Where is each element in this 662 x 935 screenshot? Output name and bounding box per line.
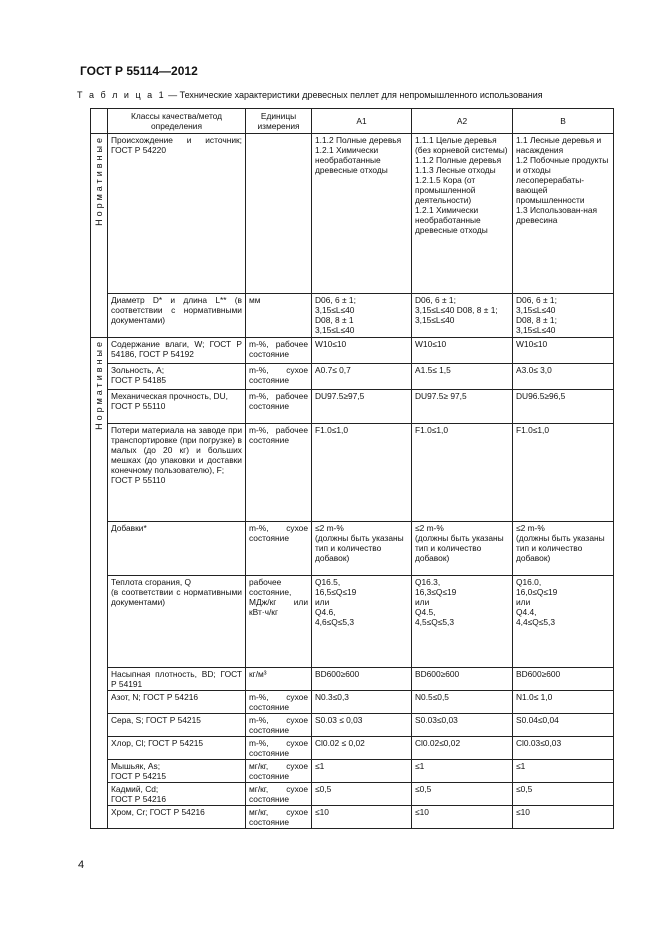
header-property: Классы качества/метод определения <box>108 109 246 134</box>
header-units: Единицы измерения <box>246 109 312 134</box>
cell-line: W10≤10 <box>516 339 548 349</box>
cell-units <box>246 364 312 390</box>
cell-line: m-%, сухое состояние <box>249 715 308 735</box>
cell-a2 <box>412 737 513 760</box>
cell-line: m-%, рабочее состояние <box>249 391 308 411</box>
cell-line: D08, 8 ± 1; <box>516 315 557 325</box>
cell-property <box>108 714 246 737</box>
cell-b <box>513 576 614 668</box>
cell-line: A0.7≤ 0,7 <box>315 365 351 375</box>
characteristics-table <box>90 108 614 829</box>
cell-line: m-%, рабочее состояние <box>249 425 308 445</box>
cell-a1 <box>312 737 412 760</box>
table-row <box>91 760 614 783</box>
cell-line: F1.0≤1,0 <box>415 425 448 435</box>
cell-line: Потери материала на заводе при транспортировке (при погрузке) в малых (до 20 кг) и больших мешках (до упаковки и доставки конечному пользователю), F; <box>111 425 242 475</box>
cell-line: Q16.0, <box>516 577 542 587</box>
cell-line: ≤2 m-% <box>315 523 344 533</box>
cell-units <box>246 783 312 806</box>
table-caption-text: — Технические характеристики древесных пеллет для непромышленного использования <box>165 90 543 100</box>
cell-line: 3,15≤L≤40 <box>516 305 556 315</box>
cell-line: ГОСТ Р 55110 <box>111 475 166 485</box>
cell-units <box>246 424 312 522</box>
cell-a1 <box>312 668 412 691</box>
cell-line: мг/кг, сухое состояние <box>249 784 308 804</box>
cell-line: 1.1.1 Целые деревья (без корневой системы) <box>415 135 508 155</box>
cell-a1 <box>312 691 412 714</box>
table-row <box>91 364 614 390</box>
cell-line: Мышьяк, As; <box>111 761 161 771</box>
cell-property <box>108 522 246 576</box>
table-row <box>91 390 614 424</box>
table-caption-prefix: Т а б л и ц а 1 <box>77 90 166 100</box>
cell-a1 <box>312 338 412 364</box>
cell-line: 1.2.1 Химически необработанные древесные отходы <box>415 205 488 235</box>
cell-line: 1.3 Использован-ная древесина <box>516 205 598 225</box>
cell-line: (должны быть указаны тип и количество добавок) <box>516 533 605 563</box>
cell-units <box>246 691 312 714</box>
cell-property <box>108 134 246 294</box>
table-header-row <box>91 109 614 134</box>
cell-property <box>108 691 246 714</box>
cell-line: мг/кг, сухое состояние <box>249 807 308 827</box>
cell-units <box>246 806 312 829</box>
cell-property <box>108 783 246 806</box>
cell-line: ГОСТ Р 54185 <box>111 375 166 385</box>
cell-line: 4,5≤Q≤5,3 <box>415 617 454 627</box>
cell-line: 1.1.2 Полные деревья <box>315 135 402 145</box>
table-caption <box>77 90 543 100</box>
cell-b <box>513 737 614 760</box>
cell-line: DU97.5≥97,5 <box>315 391 365 401</box>
cell-property <box>108 760 246 783</box>
cell-line: Механическая прочность, DU, <box>111 391 228 401</box>
cell-a2 <box>412 294 513 338</box>
cell-b <box>513 714 614 737</box>
cell-a1 <box>312 294 412 338</box>
side-label-cell-top <box>91 134 108 338</box>
cell-line: S0.04≤0,04 <box>516 715 559 725</box>
cell-line: F1.0≤1,0 <box>315 425 348 435</box>
cell-line: мг/кг, сухое состояние <box>249 761 308 781</box>
cell-a2 <box>412 364 513 390</box>
cell-line: 16,3≤Q≤19 <box>415 587 457 597</box>
cell-line: ГОСТ Р 54216 <box>111 794 166 804</box>
table-row <box>91 338 614 364</box>
cell-line: BD600≥600 <box>516 669 561 679</box>
cell-property <box>108 424 246 522</box>
cell-a2 <box>412 390 513 424</box>
cell-a1 <box>312 576 412 668</box>
cell-line: 16,5≤Q≤19 <box>315 587 357 597</box>
cell-line: BD600≥600 <box>315 669 360 679</box>
table-row <box>91 806 614 829</box>
cell-line: D06, 6 ± 1; <box>415 295 456 305</box>
cell-property <box>108 294 246 338</box>
cell-property <box>108 576 246 668</box>
cell-line: Cl0.03≤0,03 <box>516 738 562 748</box>
table-row <box>91 576 614 668</box>
cell-a1 <box>312 760 412 783</box>
cell-a1 <box>312 134 412 294</box>
side-label-bottom: Нормативные <box>94 339 104 430</box>
cell-b <box>513 783 614 806</box>
cell-line: ≤0,5 <box>415 784 432 794</box>
header-corner <box>91 109 108 134</box>
cell-b <box>513 668 614 691</box>
cell-a2 <box>412 714 513 737</box>
cell-line: N0.3≤0,3 <box>315 692 349 702</box>
cell-a2 <box>412 134 513 294</box>
cell-line: 1.2.1.5 Кора (от промышленной деятельности) <box>415 175 476 205</box>
cell-line: ≤1 <box>315 761 325 771</box>
cell-line: кг/м³ <box>249 669 267 679</box>
cell-line: m-%, рабочее состояние <box>249 339 308 359</box>
cell-line: m-%, сухое состояние <box>249 692 308 712</box>
cell-units <box>246 338 312 364</box>
table-row <box>91 668 614 691</box>
side-label-cell-bottom <box>91 338 108 829</box>
cell-line: A1.5≤ 1,5 <box>415 365 451 375</box>
cell-a2 <box>412 668 513 691</box>
table-body <box>91 134 614 829</box>
cell-units <box>246 134 312 294</box>
cell-line: или <box>315 597 330 607</box>
cell-a2 <box>412 522 513 576</box>
cell-units <box>246 576 312 668</box>
cell-line: или <box>516 597 531 607</box>
cell-property <box>108 390 246 424</box>
cell-line: 1.2 Побочные продукты и отходы лесоперерабаты-вающей промышленности <box>516 155 609 205</box>
cell-b <box>513 424 614 522</box>
cell-units <box>246 714 312 737</box>
cell-a2 <box>412 338 513 364</box>
cell-b <box>513 522 614 576</box>
cell-line: 4,4≤Q≤5,3 <box>516 617 555 627</box>
cell-a2 <box>412 760 513 783</box>
cell-units <box>246 760 312 783</box>
cell-line: 1.1 Лесные деревья и насаждения <box>516 135 602 155</box>
cell-line: или <box>415 597 430 607</box>
cell-b <box>513 134 614 294</box>
header-class-a2: А2 <box>412 109 513 134</box>
table-row <box>91 783 614 806</box>
cell-line: 1.1.2 Полные деревья <box>415 155 502 165</box>
cell-line: DU97.5≥ 97,5 <box>415 391 467 401</box>
cell-line: m-%, сухое состояние <box>249 365 308 385</box>
cell-line: Q4.6, <box>315 607 336 617</box>
cell-line: ≤0,5 <box>315 784 332 794</box>
cell-line: D06, 6 ± 1; <box>516 295 557 305</box>
cell-line: Q4.5, <box>415 607 436 617</box>
cell-property <box>108 737 246 760</box>
cell-line: Зольность, A; <box>111 365 165 375</box>
cell-line: Q4.4, <box>516 607 537 617</box>
table-row <box>91 294 614 338</box>
side-label-top: Нормативные <box>94 135 104 226</box>
cell-line: Cl0.02 ≤ 0,02 <box>315 738 365 748</box>
cell-line: ГОСТ Р 54215 <box>111 771 166 781</box>
cell-property <box>108 364 246 390</box>
cell-line: 4,6≤Q≤5,3 <box>315 617 354 627</box>
cell-line: ≤10 <box>516 807 530 817</box>
cell-line: (должны быть указаны тип и количество добавок) <box>315 533 404 563</box>
cell-line: W10≤10 <box>315 339 347 349</box>
cell-line: рабочее состояние, МДж/кг или кВт·ч/кг <box>249 577 308 617</box>
cell-a1 <box>312 783 412 806</box>
cell-line: S0.03 ≤ 0,03 <box>315 715 363 725</box>
table-row <box>91 737 614 760</box>
cell-line: BD600≥600 <box>415 669 460 679</box>
cell-line: Хром, Cr; ГОСТ Р 54216 <box>111 807 205 817</box>
table-row <box>91 522 614 576</box>
cell-line: m-%, сухое состояние <box>249 523 308 543</box>
cell-a2 <box>412 576 513 668</box>
cell-b <box>513 806 614 829</box>
cell-a2 <box>412 691 513 714</box>
header-class-a1: А1 <box>312 109 412 134</box>
cell-line: 3,15≤L≤40 <box>516 325 556 335</box>
cell-a1 <box>312 522 412 576</box>
cell-property <box>108 806 246 829</box>
cell-line: DU96.5≥96,5 <box>516 391 566 401</box>
cell-b <box>513 760 614 783</box>
cell-line: ≤10 <box>315 807 329 817</box>
cell-line: Cl0.02≤0,02 <box>415 738 461 748</box>
cell-b <box>513 691 614 714</box>
cell-a2 <box>412 424 513 522</box>
cell-line: Q16.3, <box>415 577 441 587</box>
cell-line: ≤1 <box>415 761 425 771</box>
cell-a2 <box>412 783 513 806</box>
document-code: ГОСТ Р 55114—2012 <box>80 64 198 78</box>
cell-line: Содержание влаги, W; ГОСТ Р 54186, ГОСТ Р 54192 <box>111 339 242 359</box>
cell-a1 <box>312 714 412 737</box>
cell-a1 <box>312 424 412 522</box>
cell-property <box>108 338 246 364</box>
cell-line: ≤2 m-% <box>516 523 545 533</box>
cell-line: N0.5≤0,5 <box>415 692 449 702</box>
cell-b <box>513 390 614 424</box>
cell-line: ≤0,5 <box>516 784 533 794</box>
cell-line: Кадмий, Cd; <box>111 784 159 794</box>
cell-line: m-%, сухое состояние <box>249 738 308 758</box>
cell-a1 <box>312 806 412 829</box>
cell-line: ≤10 <box>415 807 429 817</box>
cell-line: 3,15≤L≤40 <box>315 325 355 335</box>
cell-a1 <box>312 390 412 424</box>
cell-b <box>513 294 614 338</box>
header-class-b: В <box>513 109 614 134</box>
cell-line: Добавки* <box>111 523 147 533</box>
cell-line: S0.03≤0,03 <box>415 715 458 725</box>
cell-line: Происхождение и источник; ГОСТ Р 54220 <box>111 135 242 155</box>
cell-line: Теплота сгорания, Q <box>111 577 192 587</box>
cell-a1 <box>312 364 412 390</box>
cell-units <box>246 390 312 424</box>
cell-line: F1.0≤1,0 <box>516 425 549 435</box>
cell-units <box>246 522 312 576</box>
cell-line: 1.1.3 Лесные отходы <box>415 165 496 175</box>
cell-property <box>108 668 246 691</box>
cell-line: N1.0≤ 1,0 <box>516 692 553 702</box>
cell-line: D06, 6 ± 1; <box>315 295 356 305</box>
cell-line: Насыпная плотность, BD; ГОСТ Р 54191 <box>111 669 242 689</box>
cell-line: ≤2 m-% <box>415 523 444 533</box>
cell-line: 3,15≤L≤40 D08, 8 ± 1; 3,15≤L≤40 <box>415 305 498 325</box>
cell-line: D08, 8 ± 1 <box>315 315 354 325</box>
cell-line: ≤1 <box>516 761 526 771</box>
cell-units <box>246 294 312 338</box>
cell-line: ГОСТ Р 55110 <box>111 401 166 411</box>
table-row <box>91 134 614 294</box>
cell-line: W10≤10 <box>415 339 447 349</box>
page-number: 4 <box>78 859 85 871</box>
cell-a2 <box>412 806 513 829</box>
cell-line: 3,15≤L≤40 <box>315 305 355 315</box>
cell-units <box>246 737 312 760</box>
cell-line: Диаметр D* и длина L** (в соответствии с нормативными документами) <box>111 295 242 325</box>
cell-units <box>246 668 312 691</box>
cell-line: Сера, S; ГОСТ Р 54215 <box>111 715 201 725</box>
cell-line: 1.2.1 Химически необработанные древесные отходы <box>315 145 388 175</box>
table-row <box>91 691 614 714</box>
cell-line: (должны быть указаны тип и количество добавок) <box>415 533 504 563</box>
cell-b <box>513 338 614 364</box>
table-row <box>91 714 614 737</box>
cell-line: A3.0≤ 3,0 <box>516 365 552 375</box>
cell-line: Q16.5, <box>315 577 341 587</box>
cell-line: мм <box>249 295 261 305</box>
cell-line: Азот, N; ГОСТ Р 54216 <box>111 692 199 702</box>
cell-line: 16,0≤Q≤19 <box>516 587 558 597</box>
cell-b <box>513 364 614 390</box>
cell-line: (в соответствии с нормативными документами) <box>111 587 242 607</box>
cell-line: Хлор, Cl; ГОСТ Р 54215 <box>111 738 204 748</box>
table-row <box>91 424 614 522</box>
